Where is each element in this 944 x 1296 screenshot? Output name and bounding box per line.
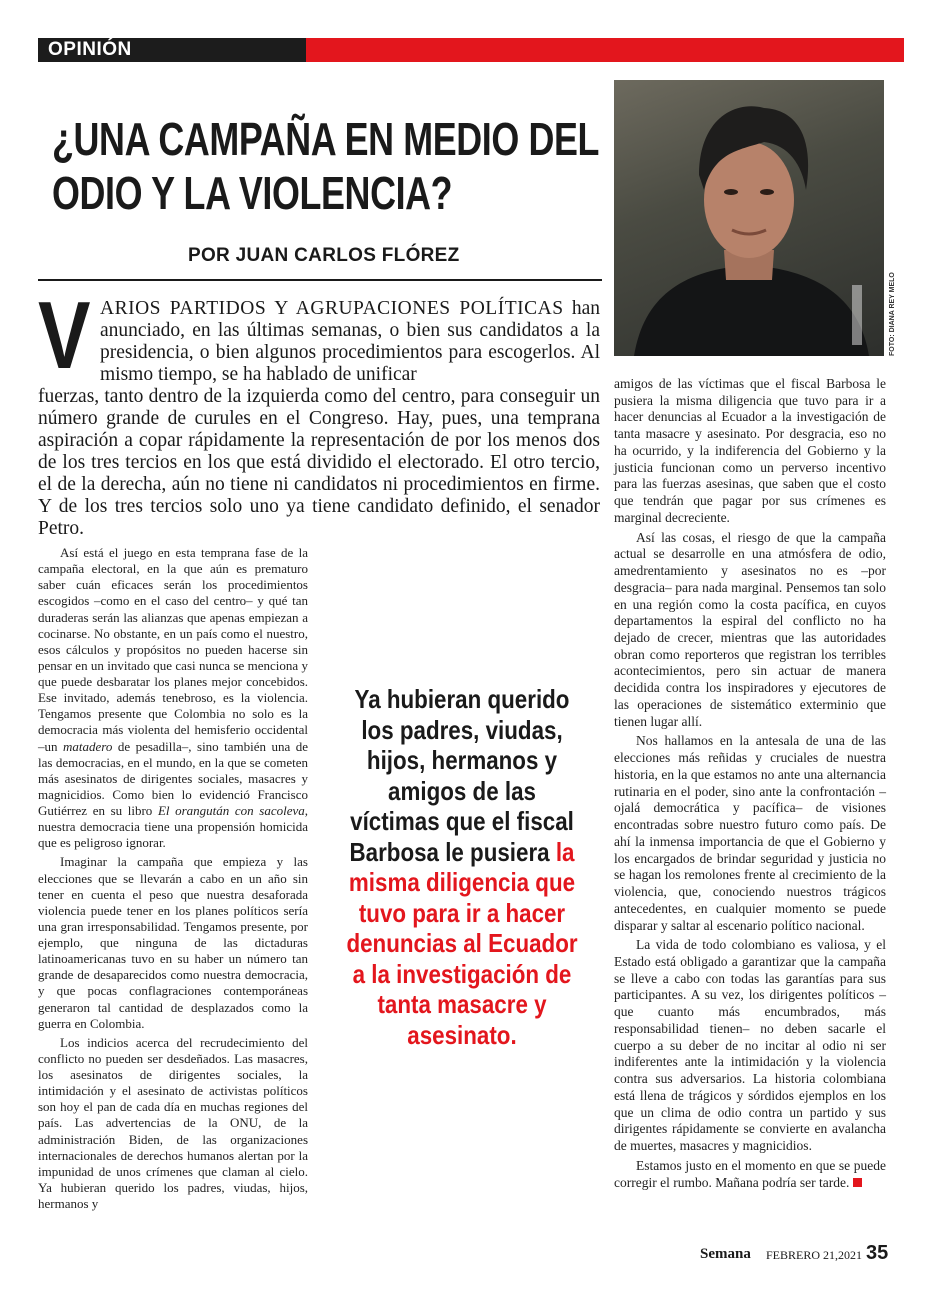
page-number: 35 xyxy=(866,1242,889,1264)
headline: ¿UNA CAMPAÑA EN MEDIO DEL ODIO Y LA VIOLENCIA? xyxy=(52,113,599,219)
column-2-paragraph-4: La vida de todo colombiano es valiosa, y el Estado está obligado a garantizar que la campaña se lleve a cabo con todas las garantías para sus participantes. A su vez, los dirigentes políticos –que cuanto más encumbrados, más responsabilidad tienen– no deben sacarle el cuerpo a su deber de no incitar al odio ni ser indiferentes ante la intimidación y la violencia contra sus adversarios. La historia colombiana está llena de trágicos y sórdidos ejemplos en los que un clima de odio contra un partido y sus dirigentes rápidamente se convierte en avalancha de muertes, masacres y magnicidios. xyxy=(614,937,886,1154)
folio-date: FEBRERO 21,2021 xyxy=(766,1248,863,1262)
end-mark-icon xyxy=(853,1178,862,1187)
photo-credit: FOTO: DIANA REY MELO xyxy=(889,272,896,356)
section-label: OPINIÓN xyxy=(48,39,132,60)
pull-quote-red: la misma diligencia que tuvo para ir a hacer denuncias al Ecuador a la investigación de tanta masacre y asesinato. xyxy=(346,836,578,1050)
column-2-paragraph-5 xyxy=(614,1158,886,1191)
column-1-p1-b: de pesadilla–, sino también una de las democracias, en el mundo, en la que se cometen más asesinatos de dirigentes sociales, masacres y magnicidios. Como bien lo evidenció Francisco Gutiérrez en su libro xyxy=(38,738,309,818)
column-1-p1: Así está el juego en esta temprana fase de la campaña electoral, en la que aún es prematuro saber cuán eficaces serán los procedimientos escogidos –como en el caso del centro– y qué tan duraderas serán las alianzas que apenas empiezan a cocinarse. No obstante, en un país como el nuestro, esos cálculos y propósitos no pueden hacerse sin pensar en un invitado que casi nunca se menciona y que puede desbaratar los planes mejor concebidos. Ese invitado, además tenebroso, es la violencia. Tengamos presente que Colombia no solo es la democracia más violenta del hemisferio occidental –un xyxy=(38,545,308,754)
lead-paragraph-start xyxy=(100,298,600,386)
column-1-paragraph-3: Los indicios acerca del recrudecimiento del conflicto no pueden ser desdeñados. Las masacres, los asesinatos de dirigentes sociales, la intimidación y el asesinato de activistas políticos son hoy el pan de cada día en muchas regiones del país. Las advertencias de la ONU, de la administración Biden, de las organizaciones internacionales de derechos humanos alertan por la impunidad de unos crímenes que claman al cielo. Ya hubieran querido los padres, viudas, hijos, hermanos y xyxy=(38,1034,308,1211)
section-label-box xyxy=(38,38,306,62)
author-portrait-photo xyxy=(614,80,884,356)
headline-rule xyxy=(38,279,602,281)
pull-quote-black: Ya hubieran querido los padres, viudas, hijos, hermanos y amigos de las víctimas que el fiscal Barbosa le pusiera xyxy=(349,684,574,867)
column-2-p5-text: Estamos justo en el momento en que se puede corregir el rumbo. Mañana podría ser tarde. xyxy=(614,1157,886,1190)
lead-first-words: ARIOS PARTIDOS Y AGRUPACIONES POLÍTICAS xyxy=(100,298,564,319)
column-1-paragraph-2: Imaginar la campaña que empieza y las elecciones que se llevarán a cabo en un año sin tener en cuenta el peso que nuestra desaforada violencia puede tener en los planes políticos sería una gran irresponsabilidad. Tengamos presente, por ejemplo, que ninguna de las dictaduras latinoamericanas tuvo en su haber un número tan grande de desaparecidos como nuestra democracia, y que pocas conflagraciones contemporáneas generaron tal cantidad de desplazados como la guerra en Colombia. xyxy=(38,854,308,1031)
pull-quote xyxy=(342,684,583,1050)
folio-brand: Semana xyxy=(700,1246,751,1262)
lead-text-part1: han anunciado, en las últimas semanas, o bien sus candidatos a la presidencia, o bien algunos procedimientos para escogerlos. Al mismo tiempo, se ha hablado de unificar xyxy=(100,298,600,385)
column-1-paragraph-1 xyxy=(38,545,308,851)
byline: POR JUAN CARLOS FLÓREZ xyxy=(188,245,460,266)
column-2-paragraph-2: Así las cosas, el riesgo de que la campaña actual se desarrolle en una atmósfera de odio, amedrentamiento y asesinatos no es –por desgracia– para nada marginal. Pensemos tan solo en una región como la costa pacífica, en cuyos departamentos la espiral del conflicto no ha dejado de crecer, mientras que las autoridades obran como reporteros que registran los terribles acontecimientos, pero sin actuar de manera decidida contra los inspiradores y ejecutores de las operaciones de sistemático exterminio que tienen lugar allí. xyxy=(614,529,886,729)
column-2-paragraph-1: amigos de las víctimas que el fiscal Barbosa le pusiera la misma diligencia que tuvo para ir a hacer denuncias al Ecuador a la investigación de tanta masacre y asesinato. Por desgracia, eso no ha ocurrido, y la indiferencia del Gobierno y la justicia funcionan como un perverso incentivo para las fuerzas asesinas, que saben que el costo que tendrán que pagar por sus crímenes es marginal decreciente. xyxy=(614,376,886,525)
lead-paragraph-continued: fuerzas, tanto dentro de la izquierda como del centro, para conseguir un número grande de curules en el Congreso. Hay, pues, una temprana aspiración a copar rápidamente la representación de por los menos dos de los tres tercios en los que está dividido el electorado. El otro tercio, el de la derecha, aún no tiene ni candidatos ni procedimientos en firme. Y de los tres tercios solo uno ya tiene candidato definido, el senador Petro. xyxy=(38,386,600,539)
column-1-p1-italic: matadero xyxy=(62,738,113,754)
column-2 xyxy=(614,376,886,1194)
column-1-p1-c: , nuestra democracia tiene una propensión homicida que es peligroso ignorar. xyxy=(38,803,309,851)
section-bar xyxy=(38,38,904,62)
column-1 xyxy=(38,545,308,1215)
column-1-book-title: El orangután con sacoleva xyxy=(157,803,305,818)
column-2-paragraph-3: Nos hallamos en la antesala de una de las elecciones más reñidas y cruciales de nuestra historia, en la que estamos no ante una alternancia rutinaria en el poder, sino ante la confrontación –ojalá democrática y pacífica– de visiones encontradas sobre nuestro futuro como país. De ahí la inmensa importancia de que el Gobierno y los encargados de brindar seguridad y justicia no se hagan los remolones frente al crecimiento de la violencia, que, conociendo nuestros trágicos antecedentes, en cualquier momento se puede disparar y saltar al escenario político nacional. xyxy=(614,733,886,933)
portrait-illustration-icon xyxy=(614,80,884,356)
drop-cap: V xyxy=(38,282,91,389)
section-bar-accent xyxy=(306,38,904,62)
